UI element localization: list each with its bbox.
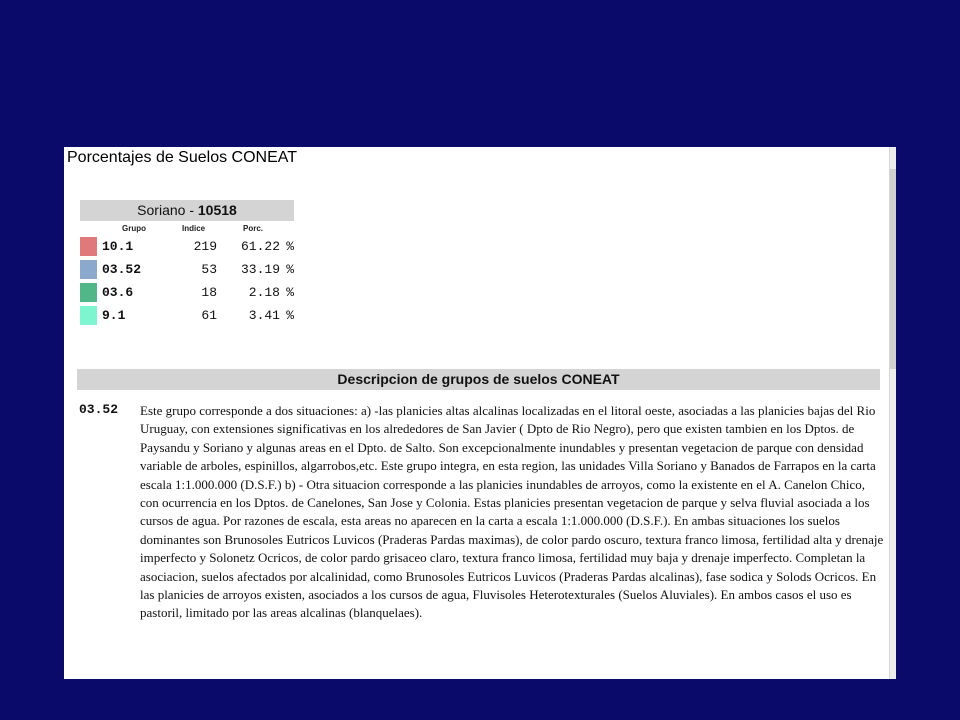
group-percent: 33.19 [240,262,280,277]
column-header-indice: Indice [182,224,206,233]
column-header-porc: Porc. [243,224,264,233]
group-color-swatch [80,283,97,302]
group-code: 10.1 [102,239,134,254]
group-color-swatch [80,260,97,279]
scrollbar-thumb[interactable] [890,169,896,369]
group-percent: 2.18 [248,285,280,300]
description-heading: Descripcion de grupos de suelos CONEAT [77,369,880,390]
percent-symbol: % [286,239,294,254]
group-code: 9.1 [102,308,126,323]
group-percent: 61.22 [240,239,280,254]
group-color-swatch [80,306,97,325]
column-headers [80,221,294,235]
group-index: 219 [193,239,217,254]
table-row [80,235,294,258]
table-row [80,258,294,281]
soil-summary-table [80,200,294,327]
vertical-scrollbar[interactable] [889,147,896,679]
group-code: 03.52 [102,262,142,277]
description-group-code: 03.52 [79,402,119,417]
group-code: 03.6 [102,285,134,300]
group-color-swatch [80,237,97,256]
table-row [80,281,294,304]
group-index: 18 [201,285,217,300]
department-name: Soriano [137,202,186,218]
header-separator: - [185,202,198,218]
group-index: 61 [201,308,217,323]
report-panel [64,147,896,679]
padron-number: 10518 [197,202,237,218]
percent-symbol: % [286,308,294,323]
column-header-grupo: Grupo [122,224,146,233]
description-text: Este grupo corresponde a dos situaciones: a) -las planicies altas alcalinas localizadas en el litoral oeste, asociadas a las planicies bajas del Rio Uruguay, con extensiones significativas en los alrededores de San Javier ( Dpto de Rio Negro), pero que existen tambien en los Dptos. de Paysandu y Soriano y algunas areas en el Dpto. de Salto. Son excepcionalmente inundables y presentan vegetacion de parque con densidad variable de arboles, espinillos, algarrobos,etc. Este grupo integra, en esta region, las unidades Villa Soriano y Banados de Farrapos en la carta escala 1:1.000.000 (D.S.F.) b) - Otra situacion corresponde a las planicies inundables de arroyos, como la existente en el A. Canelon Chico, con ocurrencia en los Dptos. de Canelones, San Jose y Colonia. Estas planicies presentan vegetacion de parque y selva fluvial asociada a los cursos de agua. Por razones de escala, esta areas no aparecen en la carta a escala 1:1.000.000 (D.S.F.). En ambas situaciones los suelos dominantes son Brunosoles Eutricos Luvicos (Praderas Pardas maximas), de color pardo oscuro, textura franco limosa, fertilidad alta y drenaje imperfecto y Solonetz Ocricos, de color pardo grisaceo claro, textura franco limosa, fertilidad muy baja y drenaje imperfecto. Completan la asociacion, suelos afectados por alcalinidad, como Brunosoles Eutricos Luvicos (Praderas Pardas alcalinas), fase sodica y Solods Ocricos. En las planicies de arroyos existen, asociados a los cursos de agua, Fluvisoles Heterotexturales (Suelos Aluviales). En ambos casos el uso es pastoril, limitado por las areas alcalinas (blanquelaes). [140,403,884,621]
percent-symbol: % [286,262,294,277]
percent-symbol: % [286,285,294,300]
group-index: 53 [201,262,217,277]
summary-header [80,200,294,221]
group-percent: 3.41 [248,308,280,323]
table-row [80,304,294,327]
page-title: Porcentajes de Suelos CONEAT [67,149,298,166]
